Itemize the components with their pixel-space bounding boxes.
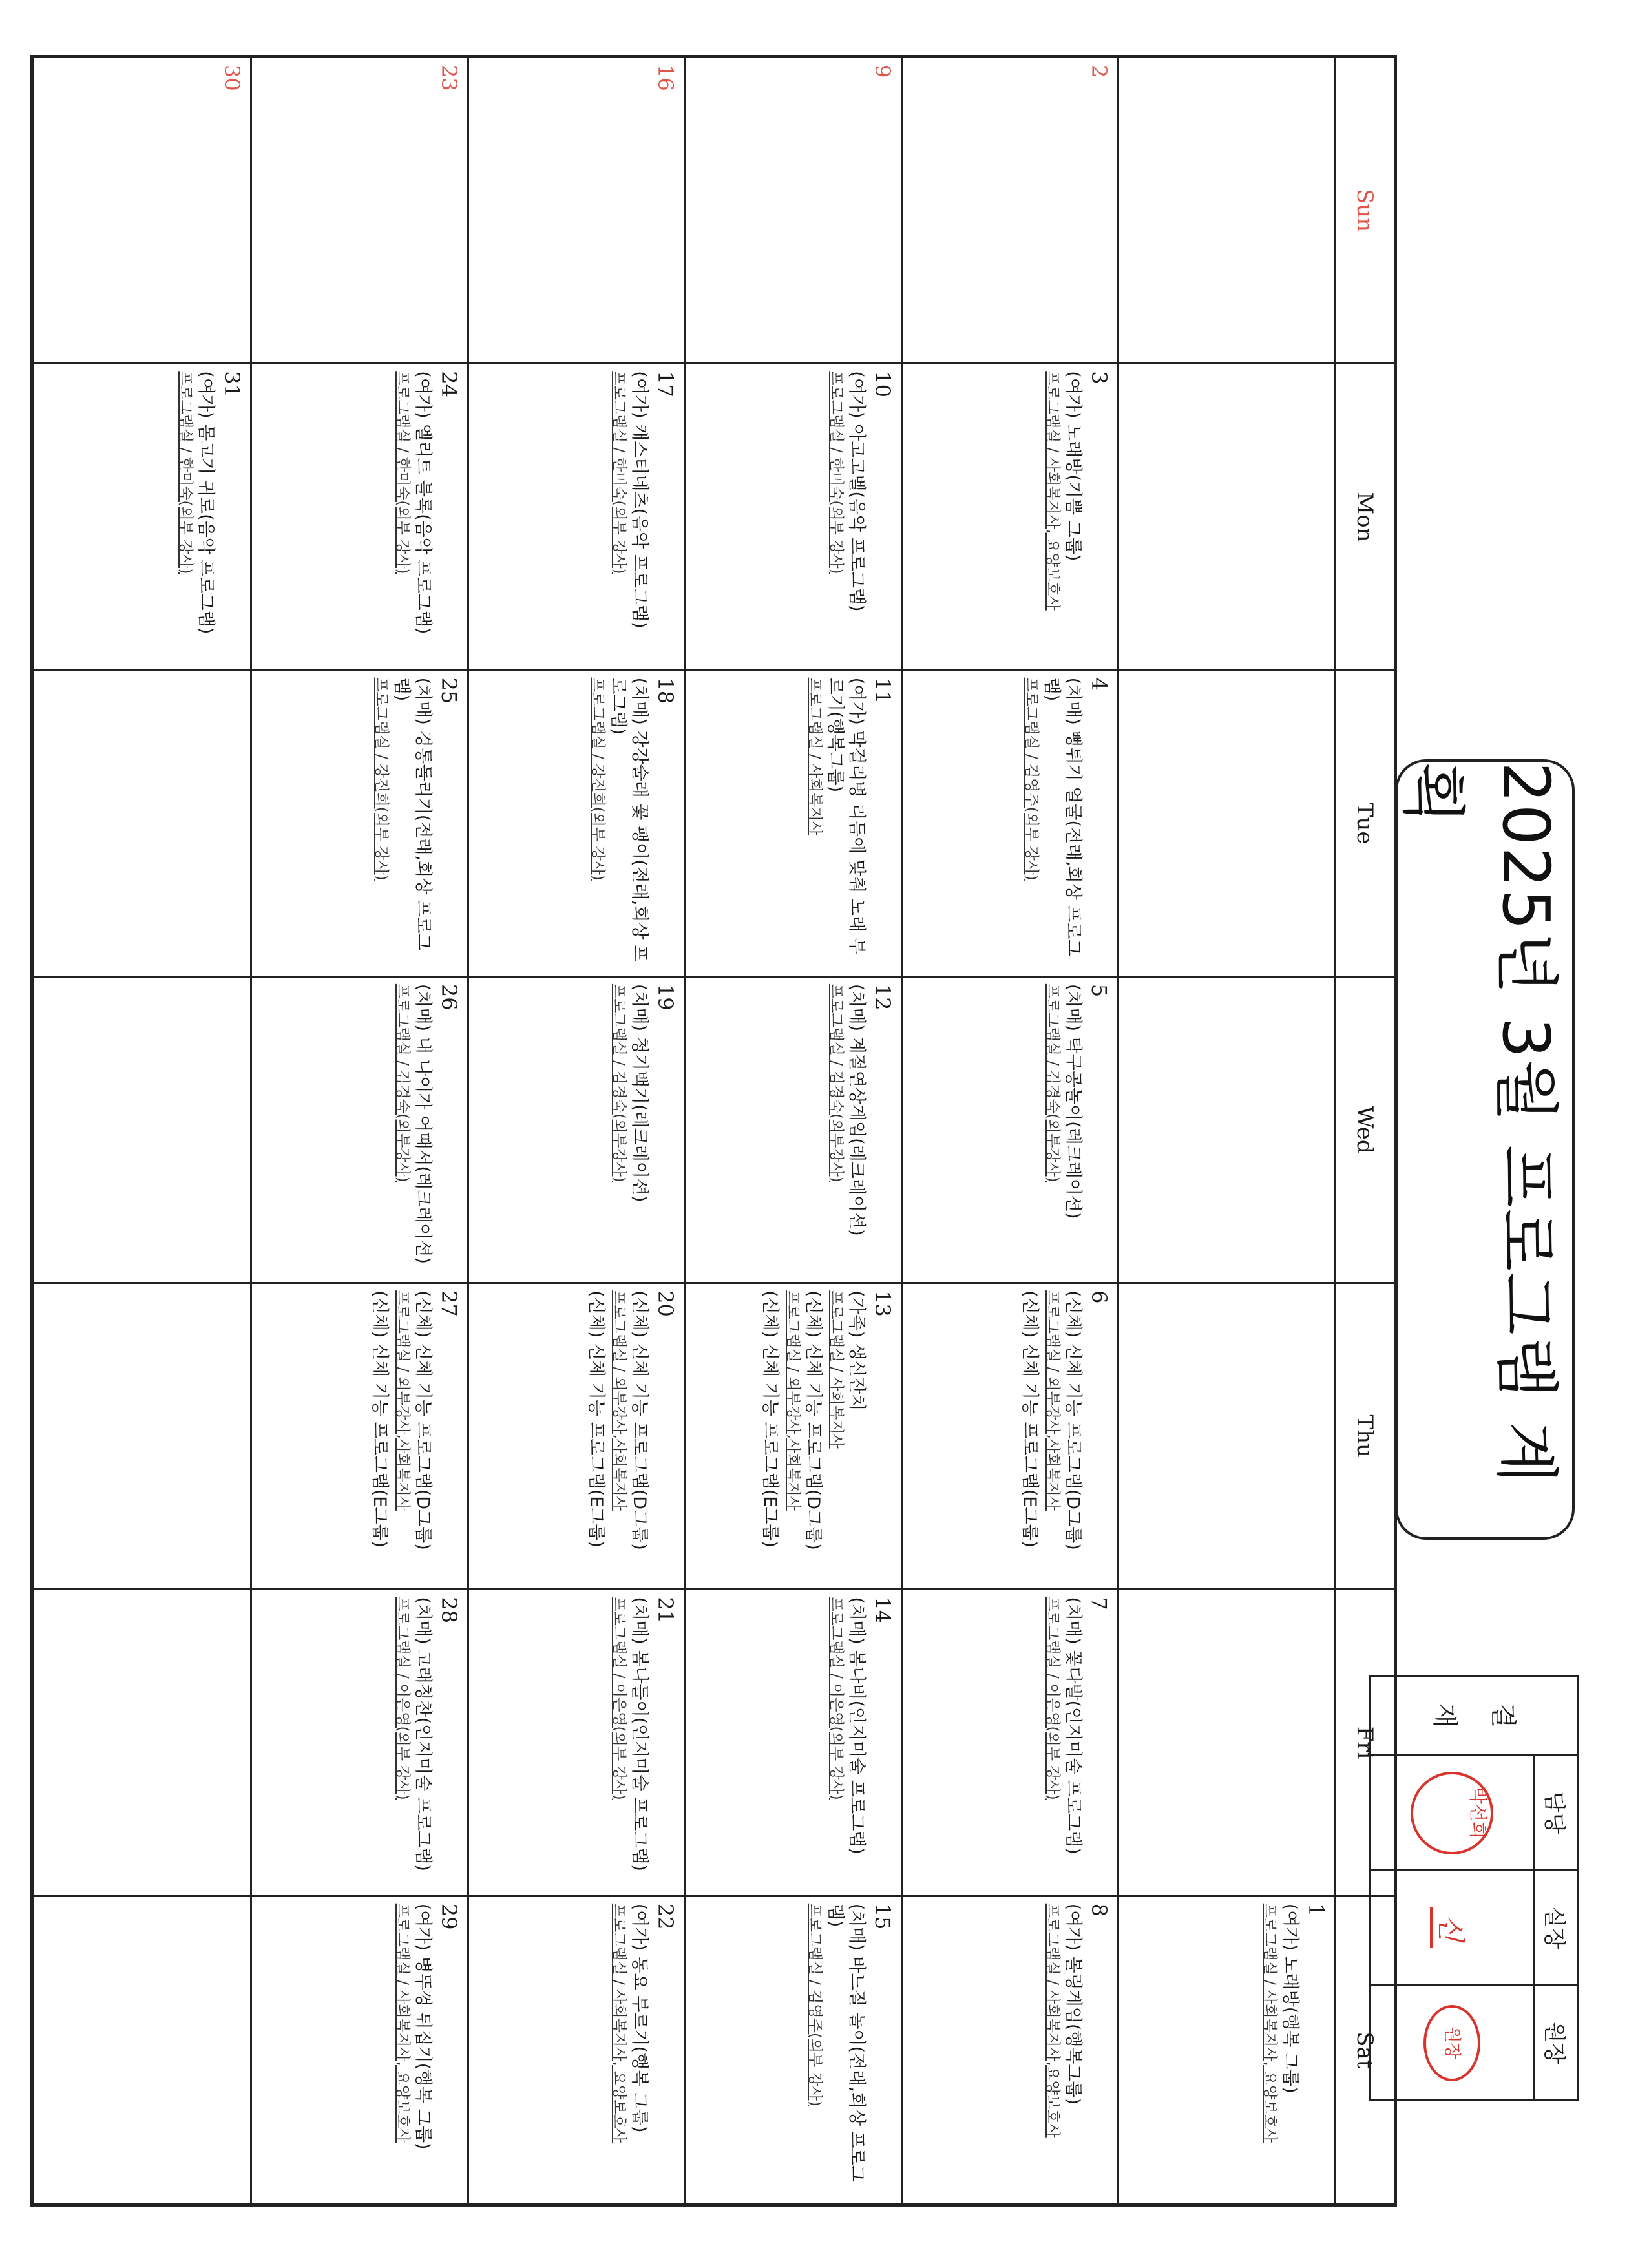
weekday-header-thu: Thu [1334,1284,1394,1590]
program-entry [393,1290,434,1582]
day-cell [901,671,1118,978]
program-entry [826,1597,867,1888]
program-entry [1044,1290,1084,1582]
day-cell [251,1897,468,2203]
day-cell [251,1284,468,1590]
date-number: 31 [220,371,245,397]
program-staff: 프로그램실 / 김경숙(외부강사) [394,983,411,1182]
program-entry [1044,1904,1084,2197]
program-staff: 프로그램실 / 사회복지사, 요양보호사 [1044,371,1062,611]
program-entry [610,1597,651,1888]
program-name: (치매) 꽃다발(인지미술 프로그램) [1063,1597,1084,1854]
program-staff: 프로그램실 / 사회복지사 [806,677,823,836]
date-number: 30 [220,65,245,91]
program-staff: 프로그램실 / 사회복지사, 요양보호사 [394,1903,411,2143]
program-name: (치매) 계절연상게임(레크레이션) [846,983,867,1236]
day-cell [251,58,468,364]
program-entry [393,1597,434,1888]
program-staff: 프로그램실 / 외부강사,사회복지사 [394,1290,411,1511]
date-number: 11 [870,677,895,704]
program-name: (신체) 신체 기능 프로그램(D그룹) [803,1290,823,1550]
date-number: 20 [653,1290,678,1317]
program-staff: 프로그램실 / 사회복지사, 요양보호사 [611,1903,628,2143]
program-staff: 프로그램실 / 이은영(외부 강사) [1044,1597,1062,1800]
weekday-header-wed: Wed [1334,978,1394,1284]
program-staff: 프로그램실 / 외부강사,사회복지사 [611,1290,628,1511]
day-cell [1118,1897,1335,2203]
program-entry [610,1290,651,1582]
day-cell [467,58,684,364]
program-entry [610,984,651,1276]
day-cell [901,978,1118,1284]
program-entry [805,678,867,969]
day-cell [901,58,1118,364]
calendar-grid [30,55,1397,2207]
date-number: 10 [870,371,895,397]
date-number: 4 [1087,677,1112,691]
program-name: (치매) 경통돌리기(전래,회상 프로그램) [392,677,433,951]
date-number: 5 [1087,983,1112,998]
approval-header-manager: 담당 [1534,1756,1578,1871]
program-name: (치매) 강강술래 꽃 팽이(전래,회상 프로그램) [608,677,650,962]
program-entry [1044,1597,1084,1888]
program-staff: 프로그램실 / 강진희(외부 강사) [589,677,607,881]
day-cell [901,1284,1118,1590]
date-number: 9 [870,65,895,78]
date-number: 12 [870,983,895,1011]
approval-header-chief: 실장 [1534,1871,1578,1986]
day-cell [901,364,1118,671]
weekday-header-mon: Mon [1334,364,1394,671]
program-entry [805,1904,867,2197]
program-staff: 프로그램실 / 이은영(외부 강사) [611,1597,628,1800]
program-name: (여가) 아고고벨(음악 프로그램) [846,371,867,612]
program-entry [826,1290,867,1582]
program-entry [826,371,867,662]
day-cell [684,671,901,978]
date-number: 6 [1087,1290,1112,1304]
day-cell [1118,1590,1335,1896]
program-name: (치매) 탁구공놀이(레크레이션) [1063,983,1084,1219]
program-entry [393,984,434,1276]
program-name: (신체) 신체 기능 프로그램(E그룹) [760,1290,780,1548]
program-entry [1044,371,1084,662]
program-name: (여가) 몸고기 귀로(음악 프로그램) [196,371,216,635]
approval-header-director: 원장 [1534,1986,1578,2101]
date-number: 22 [653,1903,678,1930]
program-entry [372,678,434,969]
approval-side-label [1370,1676,1579,1756]
date-number: 24 [437,371,461,397]
date-number: 15 [870,1903,895,1930]
program-name: (신체) 신체 기능 프로그램(E그룹) [586,1290,607,1548]
program-name: (여가) 엘리트 블록(음악 프로그램) [413,371,433,635]
program-entry [393,1904,434,2197]
date-number: 8 [1087,1903,1112,1917]
date-number: 19 [653,983,678,1011]
program-name: (여가) 노래방(행복 그룹) [1280,1903,1300,2094]
day-cell [1118,58,1335,364]
day-cell [1118,1284,1335,1590]
day-cell [34,1897,251,2203]
date-number: 2 [1087,65,1112,78]
program-staff: 프로그램실 / 이은영(외부 강사) [394,1597,411,1800]
program-name: (여가) 막걸리병 리듬에 맞춰 노래 부르기(행복그룹) [825,677,867,955]
program-entry [369,1290,390,1582]
date-number: 14 [870,1597,895,1624]
day-cell [34,58,251,364]
date-number: 13 [870,1290,895,1317]
weekday-header-sat: Sat [1334,1897,1394,2203]
day-cell [684,1590,901,1896]
program-name: (여가) 캐스터네츠(음악 프로그램) [629,371,650,629]
day-cell [684,978,901,1284]
program-staff: 프로그램실 / 한미숙(외부 강사) [177,371,194,574]
program-staff: 프로그램실 / 외부강사,사회복지사 [784,1290,801,1511]
program-name: (치매) 내 나이가 어때서(레크레이션) [413,983,433,1264]
program-entry [393,371,434,662]
program-staff: 프로그램실 / 김경숙(외부강사) [828,983,845,1182]
program-entry [589,678,651,969]
program-entry [759,1290,781,1582]
day-cell [684,1897,901,2203]
date-number: 16 [653,65,678,91]
day-cell [34,978,251,1284]
seal-stamp: 박선희 [1411,1772,1493,1854]
day-cell [467,1284,684,1590]
handwritten-signature: 신 [1430,1907,1474,1948]
day-cell [467,1590,684,1896]
day-cell [467,978,684,1284]
day-cell [1118,978,1335,1284]
approval-box [1369,1675,1579,2101]
date-number: 25 [437,677,461,704]
program-staff: 프로그램실 / 한미숙(외부 강사) [828,371,845,574]
date-number: 27 [437,1290,461,1317]
approval-side-char: 재 [1430,1703,1460,1728]
day-cell [34,671,251,978]
day-cell [34,1284,251,1590]
date-number: 23 [437,65,461,91]
day-cell [34,1590,251,1896]
program-entry [586,1290,607,1582]
program-entry [826,984,867,1276]
program-staff: 프로그램실 / 한미숙(외부 강사) [611,371,628,574]
day-cell [467,1897,684,2203]
program-staff: 프로그램실 / 외부강사,사회복지사 [1044,1290,1062,1511]
program-staff: 프로그램실 / 김영주(외부 강사) [1023,677,1040,881]
program-name: (가족) 생신잔치 [846,1290,867,1411]
weekday-header-sun: Sun [1334,58,1394,364]
weekday-header-tue: Tue [1334,671,1394,978]
program-name: (여가) 동요 부르기(행복 그룹) [629,1903,650,2133]
weekday-header-fri: Fri [1334,1590,1394,1896]
program-staff: 프로그램실 / 사회복지사, 요양보호사 [1261,1903,1278,2143]
day-cell [34,364,251,671]
date-number: 29 [437,1903,461,1930]
day-cell [1118,364,1335,671]
program-staff: 프로그램실 / 김경숙(외부강사) [1044,983,1062,1182]
approval-side-char: 결 [1488,1703,1518,1728]
program-entry [1022,678,1084,969]
day-cell [467,364,684,671]
program-name: (여가) 노래방(기쁨 그룹) [1063,371,1084,562]
day-cell [1118,671,1335,978]
program-name: (치매) 봄나들이(인지미술 프로그램) [629,1597,650,1871]
program-staff: 프로그램실 / 이은영(외부 강사) [828,1597,845,1800]
program-staff: 프로그램실 / 김영주(외부 강사) [806,1903,823,2106]
program-entry [1044,984,1084,1276]
program-name: (신체) 신체 기능 프로그램(D그룹) [629,1290,650,1550]
program-name: (신체) 신체 기능 프로그램(D그룹) [1063,1290,1084,1550]
date-number: 1 [1304,1903,1329,1917]
day-cell [251,978,468,1284]
program-entry [610,371,651,662]
day-cell [684,1284,901,1590]
program-entry [176,371,217,662]
program-staff: 프로그램실 / 한미숙(외부 강사) [394,371,411,574]
day-cell [467,671,684,978]
day-cell [684,364,901,671]
date-number: 3 [1087,371,1112,384]
program-name: (치매) 뻥튀기 얼굴(전래,회상 프로그램) [1042,677,1084,956]
program-name: (여가) 병뚜껑 뒤집기(행복 그룹) [413,1903,433,2150]
program-name: (치매) 청기백기(레크레이션) [629,983,650,1202]
program-name: (신체) 신체 기능 프로그램(E그룹) [370,1290,390,1548]
date-number: 26 [437,983,461,1011]
date-number: 28 [437,1597,461,1624]
program-staff: 프로그램실 / 김경숙(외부강사) [611,983,628,1182]
program-name: (여가) 볼링게임(행복그룹) [1063,1903,1084,2105]
program-staff: 프로그램실 / 사회복지사 [828,1290,845,1449]
day-cell [251,671,468,978]
date-number: 17 [653,371,678,397]
day-cell [251,1590,468,1896]
page-title: 2025년 3월 프로그램 계획 [1395,762,1564,1486]
title-box [1395,759,1575,1540]
program-entry [1260,1904,1301,2197]
date-number: 7 [1087,1597,1112,1610]
program-name: (치매) 봄나비(인지미술 프로그램) [846,1597,867,1854]
day-cell [901,1590,1118,1896]
program-staff: 프로그램실 / 사회복지사,요양보호사 [1044,1903,1062,2138]
program-entry [610,1904,651,2197]
program-staff: 프로그램실 / 강진희(외부 강사) [373,677,390,881]
program-name: (치매) 고래칭찬(인지미술 프로그램) [413,1597,433,1871]
program-name: (치매) 바느질 놀이(전래,회상 프로그램) [825,1903,867,2182]
day-cell [901,1897,1118,2203]
program-name: (신체) 신체 기능 프로그램(D그룹) [413,1290,433,1550]
date-number: 21 [653,1597,678,1624]
program-entry [783,1290,824,1582]
program-entry [1020,1290,1041,1582]
day-cell [251,364,468,671]
seal-stamp: 원장 [1423,2005,1480,2081]
date-number: 18 [653,677,678,704]
day-cell [684,58,901,364]
program-name: (신체) 신체 기능 프로그램(E그룹) [1020,1290,1040,1548]
